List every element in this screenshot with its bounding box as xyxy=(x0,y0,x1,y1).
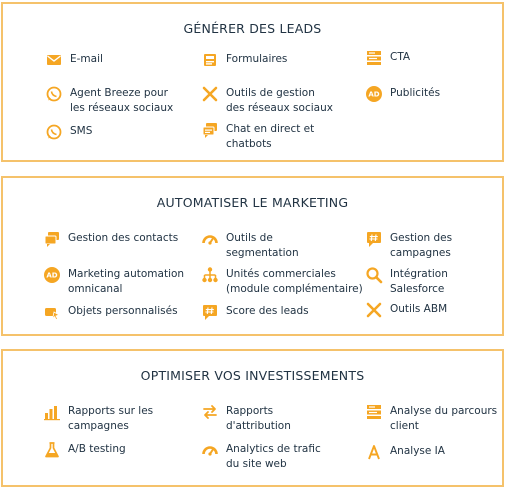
svg-text:AD: AD xyxy=(46,271,58,280)
feature-attribution-reports xyxy=(201,404,291,434)
feature-campaign-reports xyxy=(43,404,153,434)
svg-text:AD: AD xyxy=(368,90,380,99)
feature-label: Chat en direct et chatbots xyxy=(226,123,315,150)
feature-label: Intégration Salesforce xyxy=(390,268,448,295)
section-title: AUTOMATISER LE MARKETING xyxy=(156,195,349,210)
section-optimize-investments xyxy=(1,349,504,487)
feature-ab-testing xyxy=(43,442,126,459)
feature-ads xyxy=(365,86,440,103)
attribution-icon xyxy=(201,403,219,421)
feature-label: Unités commerciales (module complémentaire) xyxy=(226,268,363,295)
feature-label: SMS xyxy=(70,125,93,137)
feature-label: Analytics de trafic du site web xyxy=(226,443,321,470)
ad-icon xyxy=(365,85,383,103)
feature-campaigns xyxy=(365,231,452,261)
feature-salesforce xyxy=(365,267,448,297)
custom-object-icon xyxy=(43,303,61,321)
feature-sms xyxy=(45,124,92,141)
feature-web-analytics xyxy=(201,442,321,472)
flask-icon xyxy=(43,441,61,459)
feature-social-tools xyxy=(201,86,333,116)
section-automate-marketing xyxy=(1,176,504,336)
email-icon xyxy=(45,51,63,69)
ai-icon xyxy=(365,443,383,461)
feature-label: E-mail xyxy=(70,53,103,65)
gauge-icon xyxy=(201,230,219,248)
whatsapp-icon xyxy=(45,85,63,103)
feature-breeze-agent xyxy=(45,86,173,116)
feature-label: Analyse du parcours client xyxy=(390,405,498,432)
cta-icon xyxy=(365,49,383,67)
feature-contacts xyxy=(43,231,178,248)
contacts-icon xyxy=(43,230,61,248)
forms-icon xyxy=(201,51,219,69)
chat-icon xyxy=(201,121,219,139)
campaign-icon xyxy=(365,230,383,248)
lead-score-icon xyxy=(201,303,219,321)
feature-lead-scoring xyxy=(201,304,309,321)
feature-label: Rapports d'attribution xyxy=(226,405,291,432)
tools-icon xyxy=(201,85,219,103)
feature-ai-analysis xyxy=(365,444,445,461)
feature-label: Objets personnalisés xyxy=(68,305,178,317)
feature-label: Agent Breeze pour les réseaux sociaux xyxy=(70,87,174,114)
feature-label: Outils de segmentation xyxy=(226,232,299,259)
feature-label: Analyse IA xyxy=(390,445,445,457)
feature-label: Gestion des contacts xyxy=(68,232,179,244)
section-title: GÉNÉRER DES LEADS xyxy=(183,21,322,36)
search-icon xyxy=(365,266,383,284)
feature-business-units xyxy=(201,267,363,297)
feature-email xyxy=(45,52,103,69)
feature-label: CTA xyxy=(390,51,411,63)
feature-label: Marketing automation omnicanal xyxy=(68,268,185,295)
feature-custom-objects xyxy=(43,304,178,321)
feature-live-chat xyxy=(201,122,314,152)
feature-label: Score des leads xyxy=(226,305,309,317)
feature-label: A/B testing xyxy=(68,443,126,455)
sms-icon xyxy=(45,123,63,141)
tools-icon xyxy=(365,301,383,319)
journey-icon xyxy=(365,403,383,421)
feature-label: Gestion des campagnes xyxy=(390,232,453,259)
feature-customer-journey xyxy=(365,404,497,434)
org-chart-icon xyxy=(201,266,219,284)
feature-omnichannel xyxy=(43,267,184,297)
feature-forms xyxy=(201,52,287,69)
section-generate-leads xyxy=(1,2,504,162)
gauge-icon xyxy=(201,441,219,459)
ad-icon xyxy=(43,266,61,284)
feature-label: Rapports sur les campagnes xyxy=(68,405,154,432)
bar-chart-icon xyxy=(43,403,61,421)
section-title: OPTIMISER VOS INVESTISSEMENTS xyxy=(140,368,365,383)
feature-label: Publicités xyxy=(390,87,441,99)
feature-label: Outils ABM xyxy=(390,303,448,315)
feature-abm xyxy=(365,302,447,319)
feature-label: Outils de gestion des réseaux sociaux xyxy=(226,87,333,114)
feature-cta xyxy=(365,50,410,67)
feature-label: Formulaires xyxy=(226,53,288,65)
feature-segmentation xyxy=(201,231,299,261)
